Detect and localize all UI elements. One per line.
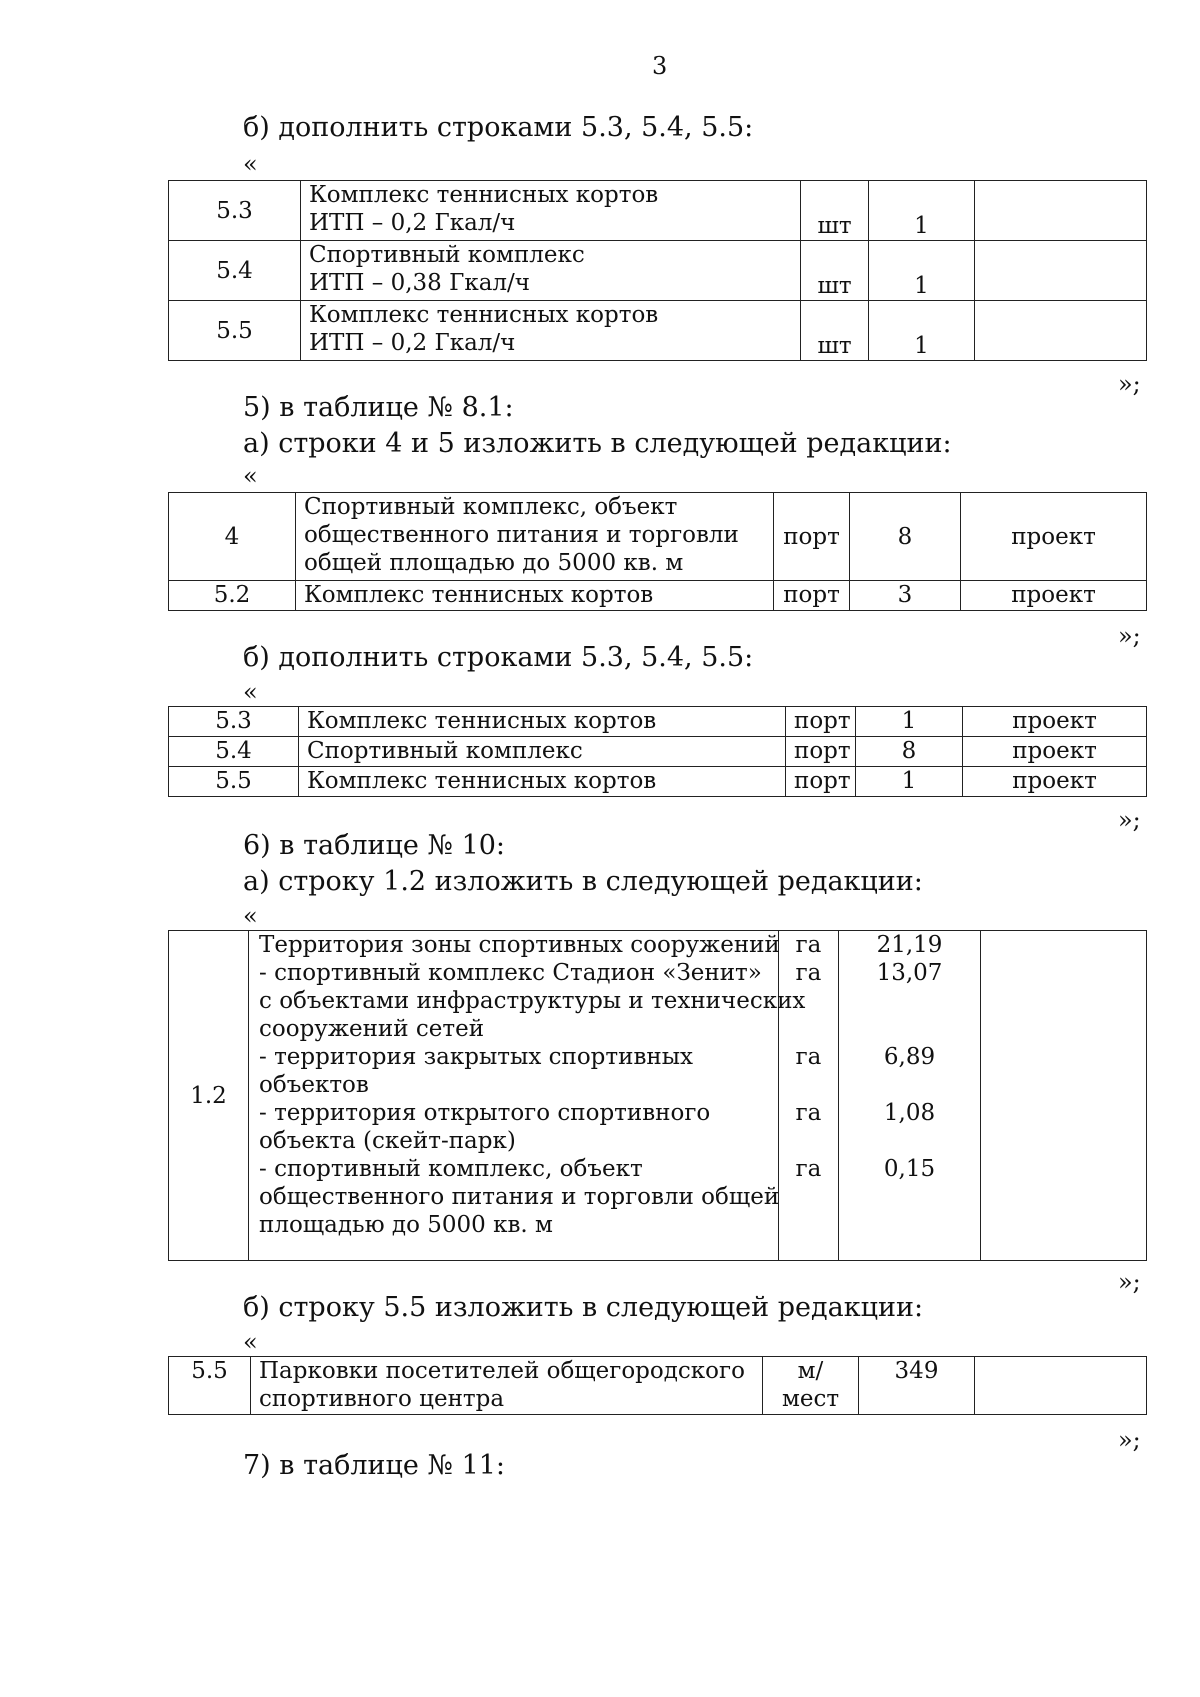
section1-heading: б) дополнить строками 5.3, 5.4, 5.5:: [243, 112, 754, 143]
table-heat-points: [168, 180, 1147, 361]
row-name: Комплекс теннисных кортов: [299, 767, 786, 797]
row-unit: порт: [774, 493, 850, 581]
section3-heading: б) дополнить строками 5.3, 5.4, 5.5:: [243, 642, 754, 673]
row-unit: порт: [786, 707, 856, 737]
row-name: Комплекс теннисных кортов: [296, 581, 774, 611]
row-name: Спортивный комплекс: [299, 737, 786, 767]
table-row: [169, 767, 1147, 797]
row-note: [975, 181, 1147, 241]
section5-open-quote: «: [243, 1328, 258, 1356]
table-territory-10: [168, 930, 1147, 1261]
row-units: га га га га га: [779, 931, 839, 1261]
row-note: проект: [961, 493, 1147, 581]
row-qty: 3: [850, 581, 961, 611]
table-row: [169, 301, 1147, 361]
table-row: [169, 181, 1147, 241]
row-number: 5.3: [169, 707, 299, 737]
row-qty: 349: [859, 1357, 975, 1415]
table-parking-55: [168, 1356, 1147, 1415]
section4-open-quote: «: [243, 902, 258, 930]
section3-close-quote: »;: [1118, 806, 1141, 834]
row-unit: порт: [786, 737, 856, 767]
row-number: 5.3: [169, 181, 301, 241]
section4-heading: 6) в таблице № 10:: [243, 830, 506, 861]
page-number: 3: [652, 52, 668, 80]
table-row: [169, 707, 1147, 737]
section1-open-quote: «: [243, 150, 258, 178]
row-name: Парковки посетителей общегородского спортивного центра: [251, 1357, 763, 1415]
row-name: Комплекс теннисных кортов ИТП – 0,2 Гкал/ч: [301, 301, 801, 361]
row-name: Спортивный комплекс ИТП – 0,38 Гкал/ч: [301, 241, 801, 301]
row-number: 5.4: [169, 737, 299, 767]
table-row: [169, 241, 1147, 301]
section5-close-quote: »;: [1118, 1426, 1141, 1454]
row-unit: порт: [774, 581, 850, 611]
section6-heading: 7) в таблице № 11:: [243, 1450, 506, 1481]
row-values: 21,19 13,07 6,89 1,08 0,15: [839, 931, 981, 1261]
item-2: - спортивный комплекс Стадион «Зенит» с объектами инфраструктуры и технических сооружений сетей: [259, 960, 806, 1042]
section2-subheading: а) строки 4 и 5 изложить в следующей редакции:: [243, 428, 952, 459]
table-row: [169, 493, 1147, 581]
section2-close-quote: »;: [1118, 622, 1141, 650]
row-note: [975, 241, 1147, 301]
row-qty: 1: [856, 767, 963, 797]
row-number: 5.5: [169, 301, 301, 361]
section2-open-quote: «: [243, 462, 258, 490]
section5-heading: б) строку 5.5 изложить в следующей редакции:: [243, 1292, 924, 1323]
row-unit: шт: [801, 301, 869, 361]
row-note: [975, 1357, 1147, 1415]
row-note: проект: [963, 737, 1147, 767]
row-note: [975, 301, 1147, 361]
section3-open-quote: «: [243, 678, 258, 706]
row-unit: шт: [801, 181, 869, 241]
row-items: [249, 931, 806, 1261]
item-1: Территория зоны спортивных сооружений: [259, 932, 780, 958]
row-qty: 1: [856, 707, 963, 737]
item-4: - территория открытого спортивного объекта (скейт-парк): [259, 1100, 711, 1154]
item-5: - спортивный комплекс, объект общественного питания и торговли общей площадью до 5000 кв. м: [259, 1156, 780, 1238]
table-row: [169, 737, 1147, 767]
row-qty: 1: [869, 181, 975, 241]
section1-close-quote: »;: [1118, 370, 1141, 398]
row-name: Спортивный комплекс, объект общественного питания и торговли общей площадью до 5000 кв. м: [296, 493, 774, 581]
row-note: проект: [963, 707, 1147, 737]
row-qty: 1: [869, 301, 975, 361]
row-qty: 1: [869, 241, 975, 301]
row-name: Комплекс теннисных кортов: [299, 707, 786, 737]
item-3: - территория закрытых спортивных объектов: [259, 1044, 694, 1098]
row-number: 5.4: [169, 241, 301, 301]
row-name: Комплекс теннисных кортов ИТП – 0,2 Гкал/ч: [301, 181, 801, 241]
row-number: 4: [169, 493, 296, 581]
table-row: [169, 1357, 1147, 1415]
row-number: 5.2: [169, 581, 296, 611]
section4-subheading: а) строку 1.2 изложить в следующей редакции:: [243, 866, 923, 897]
section4-close-quote: »;: [1118, 1268, 1141, 1296]
row-number: 5.5: [169, 1357, 251, 1415]
row-number: 5.5: [169, 767, 299, 797]
row-unit: порт: [786, 767, 856, 797]
table-row: [169, 931, 1147, 1261]
row-note: проект: [961, 581, 1147, 611]
section2-heading: 5) в таблице № 8.1:: [243, 392, 514, 423]
row-note: проект: [963, 767, 1147, 797]
table-parking-81: [168, 492, 1147, 611]
row-unit: шт: [801, 241, 869, 301]
row-number: 1.2: [169, 931, 249, 1261]
table-parking-add: [168, 706, 1147, 797]
table-row: [169, 581, 1147, 611]
row-qty: 8: [850, 493, 961, 581]
row-unit: м/мест: [763, 1357, 859, 1415]
row-note: [981, 931, 1147, 1261]
row-qty: 8: [856, 737, 963, 767]
